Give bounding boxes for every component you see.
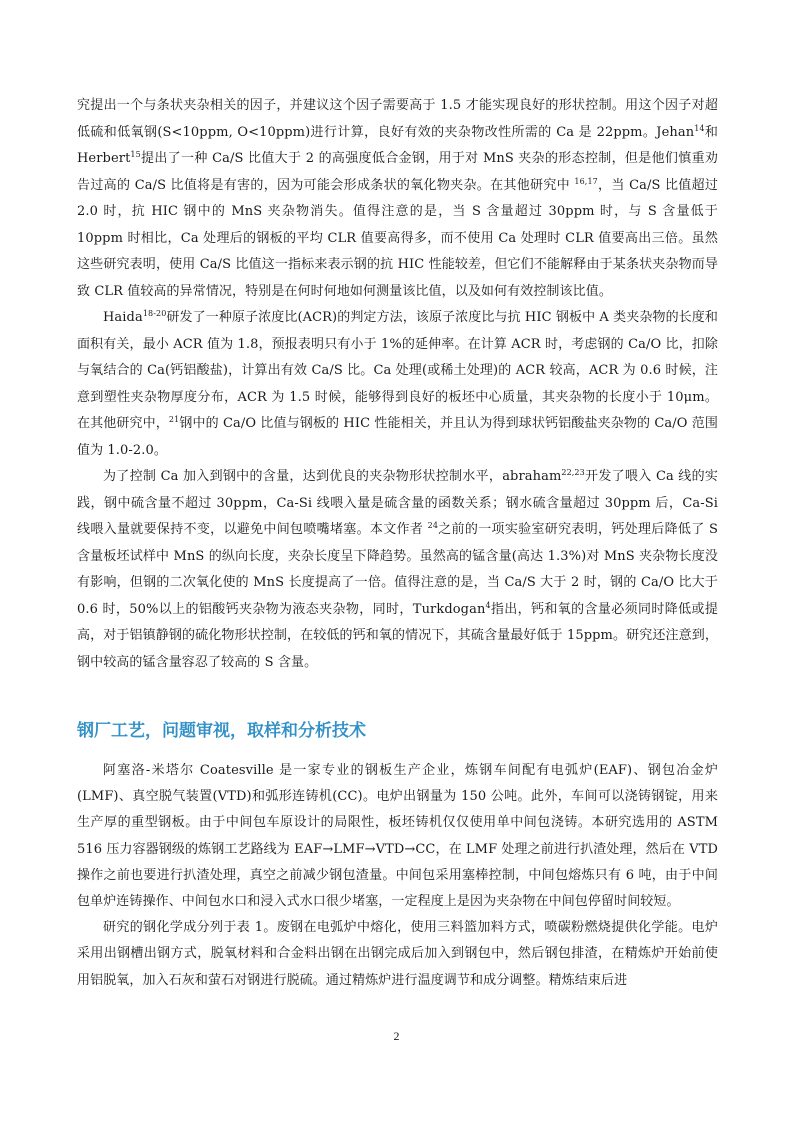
section-heading: 钢厂工艺，问题审视，取样和分析技术 <box>77 721 366 741</box>
paragraph-text: ，当 Ca/S 比值超过 2.0 时，抗 HIC 钢中的 MnS 夹杂物消失。值得注意的是，当 S 含量超过 30ppm 时，与 S 含量低于 10ppm 时相比，Ca 处理后的钢板的平均 CLR 值要高得多，而不使用 Ca 处理时 CLR 值要高出三倍。虽然这些研究表明，使用 Ca/S 比值这一指标来表示钢的抗 HIC 性能较差，但它们不能解释由于某条状夹杂物而导致 CLR 值较高的异常情况，特别是在何时何地如何测量该比值，以及如何有效控制该比值。 <box>77 177 718 299</box>
paragraph-text: 开发了喂入 Ca 线的实践，钢中硫含量不超过 30ppm，Ca-Si 线喂入量是硫含量的函数关系；钢水硫含量超过 30ppm 后，Ca-Si 线喂入量就要保持不变，以避免中间包喷嘴堵塞。本文作者 <box>77 469 718 537</box>
paragraph-text: 钢中的 Ca/O 比值与钢板的 HIC 性能相关，并且认为得到球状钙铝酸盐夹杂物的 Ca/O 范围值为 1.0-2.0。 <box>77 416 718 458</box>
citation-superscript: 4 <box>485 600 491 610</box>
paragraph-mill-process: 阿塞洛-米塔尔 Coatesville 是一家专业的钢板生产企业，炼钢车间配有电弧炉(EAF)、钢包冶金炉(LMF)、真空脱气装置(VTD)和弧形连铸机(CC)。电炉出钢量为 150 公吨。此外，车间可以浇铸钢锭，用来生产厚的重型钢板。由于中间包车原设计的局限性，板坯铸机仅仅使用单中间包浇铸。本研究选用的 ASTM 516 压力容器钢级的炼钢工艺路线为 EAF→LMF→VTD→CC，在 LMF 处理之前进行扒渣处理，然后在 VTD 操作之前也要进行扒渣处理，真空之前减少钢包渣量。中间包采用塞棒控制，中间包熔炼只有 6 吨，由于中间包单炉连铸操作、中间包水口和浸入式水口很少堵塞，一定程度上是因为夹杂物在中间包停留时间较短。 <box>77 763 718 910</box>
paragraph-text: 指出，钙和氧的含量必须同时降低或提高，对于铝镇静钢的硫化物形状控制，在较低的钙和氧的情况下，其硫含量最好低于 15ppm。研究还注意到，钢中较高的锰含量容忍了较高的 S 含量。 <box>77 601 718 670</box>
citation-superscript: 24 <box>427 521 439 530</box>
document-body <box>77 93 718 994</box>
paragraph-text: 提出了一种 Ca/S 比值大于 2 的高强度低合金钢，用于对 MnS 夹杂的形态控制，但是他们慎重劝告过高的 Ca/S 比值将是有害的，因为可能会形成条状的氧化物夹杂。在其他研究中 <box>77 151 718 193</box>
paragraph-text: 研发了一种原子浓度比(ACR)的判定方法，该原子浓度比与抗 HIC 钢板中 A 类夹杂物的长度和面积有关，最小 ACR 值为 1.8，预报表明只有小于 1%的延伸率。在计算 ACR 时，考虑钢的 Ca/O 比，扣除与氧结合的 Ca(钙铝酸盐)，计算出有效 Ca/S 比。Ca 处理(或稀土处理)的 ACR 较高，ACR 为 0.6 时候，注意到塑性夹杂物厚度分布，ACR 为 1.5 时候，能够得到良好的板坯中心质量，其夹杂物的长度小于 10μm。在其他研究中， <box>77 310 718 431</box>
paragraph-text: 究提出一个与条状夹杂相关的因子，并建议这个因子需要高于 1.5 才能实现良好的形状控制。用这个因子对超低硫和低氧钢(S<10ppm, O<10ppm)进行计算，良好有效的夹杂物改性所需的 Ca 是 22ppm。Jehan <box>77 98 718 140</box>
paragraph-text: 之前的一项实验室研究表明，钙处理后降低了 S 含量板坯试样中 MnS 的纵向长度，夹杂长度呈下降趋势。虽然高的锰含量(高达 1.3%)对 MnS 夹杂物长度没有影响，但钢的二次氧化使的 MnS 长度提高了一倍。值得注意的是，当 Ca/S 大于 2 时，钢的 Ca/O 比大于 0.6 时，50%以上的铝酸钙夹杂物为液态夹杂物，同时，Turkdogan <box>77 522 718 617</box>
citation-superscript: 18-20 <box>142 309 167 318</box>
citation-superscript: 15 <box>130 150 141 159</box>
paragraph-text: 和 Herbert <box>77 124 718 166</box>
citation-superscript: 14 <box>694 123 705 133</box>
paragraph-text: Haida <box>103 310 143 325</box>
paragraph-acr-method <box>77 305 718 464</box>
paragraph-steel-chemistry: 研究的钢化学成分列于表 1。废钢在电弧炉中熔化，使用三料篮加料方式，喷碳粉燃烧提供化学能。电炉采用出钢槽出钢方式，脱氧材料和合金料出钢在出钢完成后加入到钢包中，然后钢包排渣，在精炼炉开始前使用铝脱氧，加入石灰和萤石对钢进行脱硫。通过精炼炉进行温度调节和成分调整。精炼结束后进 <box>77 920 718 988</box>
citation-superscript: 21 <box>168 415 180 424</box>
paragraph-text: 为了控制 Ca 加入到钢中的含量，达到优良的夹杂物形状控制水平，abraham <box>103 469 562 484</box>
citation-superscript: 16,17 <box>574 176 598 186</box>
paragraph-ca-s-ratio <box>77 93 718 305</box>
paragraph-ca-wire-feeding <box>77 464 718 676</box>
citation-superscript: 22,23 <box>561 468 585 477</box>
page-number: 2 <box>393 1029 400 1043</box>
